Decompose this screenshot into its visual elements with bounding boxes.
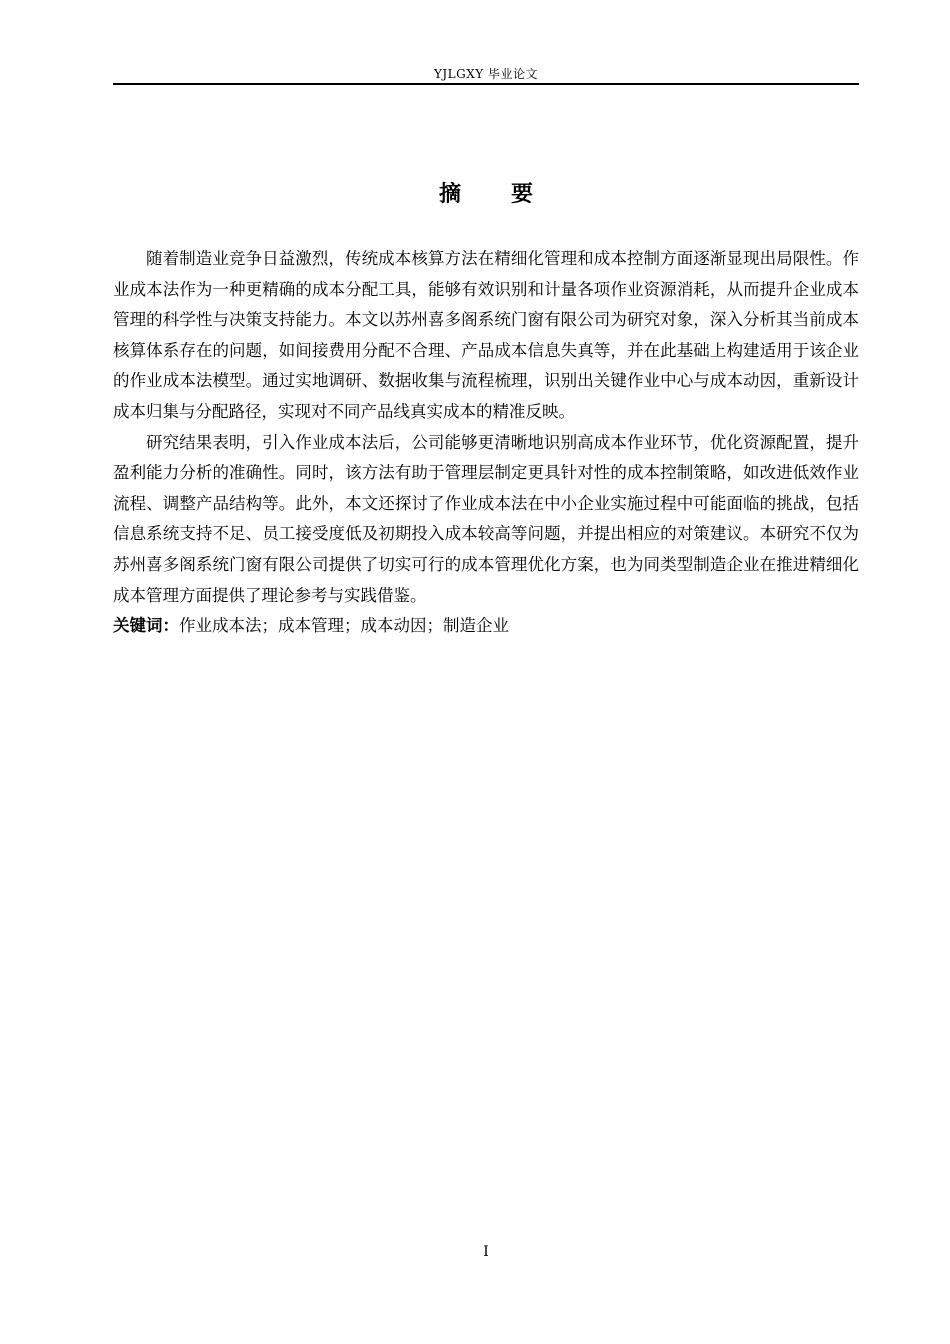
running-header: YJLGXY 毕业论文 bbox=[433, 67, 539, 81]
abstract-body bbox=[113, 244, 859, 642]
keywords-line bbox=[113, 611, 859, 642]
abstract-title: 摘要 bbox=[438, 182, 583, 207]
keywords-value: 作业成本法；成本管理；成本动因；制造企业 bbox=[179, 616, 509, 636]
keywords-label: 关键词： bbox=[113, 616, 179, 636]
abstract-paragraph-1: 随着制造业竞争日益激烈，传统成本核算方法在精细化管理和成本控制方面逐渐显现出局限性。作业成本法作为一种更精确的成本分配工具，能够有效识别和计量各项作业资源消耗，从而提升企业成本管理的科学性与决策支持能力。本文以苏州喜多阁系统门窗有限公司为研究对象，深入分析其当前成本核算体系存在的问题，如间接费用分配不合理、产品成本信息失真等，并在此基础上构建适用于该企业的作业成本法模型。通过实地调研、数据收集与流程梳理，识别出关键作业中心与成本动因，重新设计成本归集与分配路径，实现对不同产品线真实成本的精准反映。 bbox=[113, 249, 859, 421]
header-rule bbox=[113, 83, 859, 85]
abstract-paragraph-2: 研究结果表明，引入作业成本法后，公司能够更清晰地识别高成本作业环节，优化资源配置，提升盈利能力分析的准确性。同时，该方法有助于管理层制定更具针对性的成本控制策略，如改进低效作业流程、调整产品结构等。此外，本文还探讨了作业成本法在中小企业实施过程中可能面临的挑战，包括信息系统支持不足、员工接受度低及初期投入成本较高等问题，并提出相应的对策建议。本研究不仅为苏州喜多阁系统门窗有限公司提供了切实可行的成本管理优化方案，也为同类型制造企业在推进精细化成本管理方面提供了理论参考与实践借鉴。 bbox=[113, 432, 859, 605]
page-number: I bbox=[483, 1244, 489, 1260]
